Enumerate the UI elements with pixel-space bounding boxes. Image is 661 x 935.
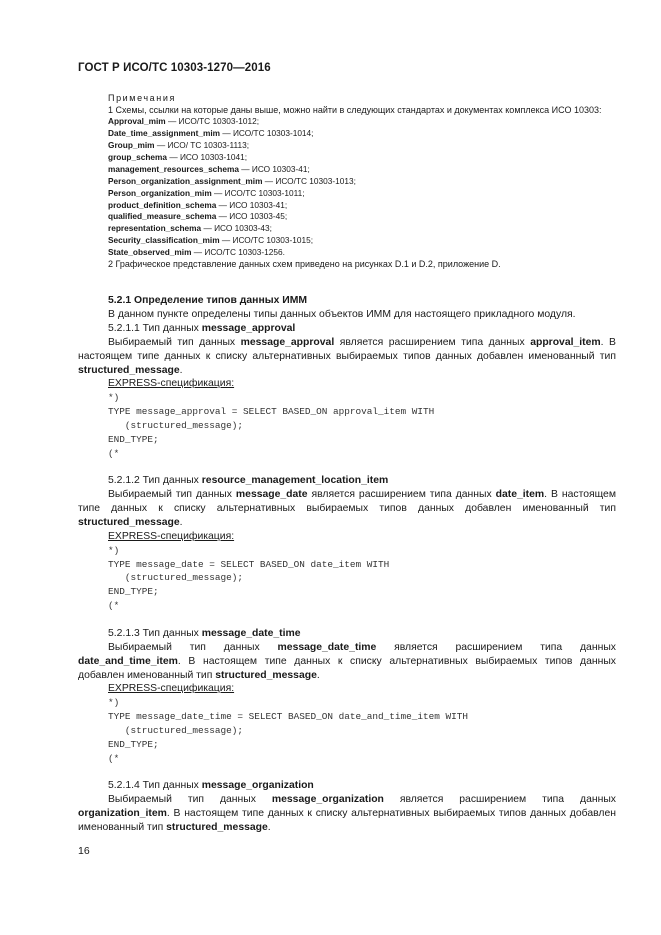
section-heading-5211: 5.2.1.1 Тип данных message_approval xyxy=(108,322,296,334)
express-spec-label: EXPRESS-спецификация: xyxy=(108,530,235,542)
page-number: 16 xyxy=(78,845,90,857)
reference-item: Group_mim — ИСО/ ТС 10303-1113; xyxy=(108,140,250,150)
notes-paragraph-2: 2 Графическое представление данных схем приведено на рисунках D.1 и D.2, приложение D. xyxy=(108,259,501,270)
section-heading-5214: 5.2.1.4 Тип данных message_organization xyxy=(108,780,314,792)
reference-item: group_schema — ИСО 10303-1041; xyxy=(108,151,248,162)
notes-block xyxy=(78,93,616,271)
reference-item: product_definition_schema — ИСО 10303-41; xyxy=(108,199,288,210)
express-code-block: *) TYPE message_date_time = SELECT BASED_ON date_and_time_item WITH (structured_message); END_TYPE; (* xyxy=(108,697,469,764)
section-521-text: В данном пункте определены типы данных объектов ИММ для настоящего прикладного модуля. xyxy=(108,308,576,320)
references-list xyxy=(78,116,616,259)
section-5211-text: Выбираемый тип данных message_approval является расширением типа данных approval_item. В настоящем типе данных к списку альтернативных выбираемых типов данных добавлен именованный тип structured_message. xyxy=(78,336,616,376)
reference-item: management_resources_schema — ИСО 10303-41; xyxy=(108,163,310,174)
reference-item: qualified_measure_schema — ИСО 10303-45; xyxy=(108,211,288,222)
notes-paragraph-1: 1 Схемы, ссылки на которые даны выше, можно найти в следующих стандартах и документах комплекса ИСО 10303: xyxy=(108,104,602,115)
reference-item: Approval_mim — ИСО/ТС 10303-1012; xyxy=(108,116,260,127)
section-5212-text: Выбираемый тип данных message_date является расширением типа данных date_item. В настоящем типе данных к списку альтернативных выбираемых типов данных добавлен именованный тип structured_message. xyxy=(78,489,616,529)
reference-item: Person_organization_mim — ИСО/ТС 10303-1011; xyxy=(108,187,305,198)
express-spec-label: EXPRESS-спецификация: xyxy=(108,683,235,695)
reference-item: State_observed_mim — ИСО/ТС 10303-1256. xyxy=(108,247,285,258)
document-body xyxy=(78,294,616,835)
reference-item: Person_organization_assignment_mim — ИСО/ТС 10303-1013; xyxy=(108,175,356,186)
section-5214-text: Выбираемый тип данных message_organization является расширением типа данных organization_item. В настоящем типе данных к списку альтернативных выбираемых типов данных добавлен именованный тип structured_message. xyxy=(78,794,616,834)
section-heading-5213: 5.2.1.3 Тип данных message_date_time xyxy=(108,627,301,639)
section-5213-text: Выбираемый тип данных message_date_time является расширением типа данных date_and_time_item. В настоящем типе данных к списку альтернативных выбираемых типов данных добавлен именованный тип structured_message. xyxy=(78,641,616,681)
document-header: ГОСТ Р ИСО/ТС 10303-1270—2016 xyxy=(78,62,271,74)
express-code-block: *) TYPE message_date = SELECT BASED_ON date_item WITH (structured_message); END_TYPE; (* xyxy=(108,544,390,612)
section-heading-5212: 5.2.1.2 Тип данных resource_management_location_item xyxy=(108,475,389,487)
section-heading-521: 5.2.1 Определение типов данных ИММ xyxy=(108,295,308,306)
reference-item: Security_classification_mim — ИСО/ТС 10303-1015; xyxy=(108,235,314,246)
express-spec-label: EXPRESS-спецификация: xyxy=(108,378,235,390)
reference-item: representation_schema — ИСО 10303-43; xyxy=(108,223,272,234)
express-code-block: *) TYPE message_approval = SELECT BASED_ON approval_item WITH (structured_message); END_TYPE; (* xyxy=(108,392,435,459)
reference-item: Date_time_assignment_mim — ИСО/ТС 10303-1014; xyxy=(108,128,314,139)
notes-title: Примечания xyxy=(108,93,176,103)
